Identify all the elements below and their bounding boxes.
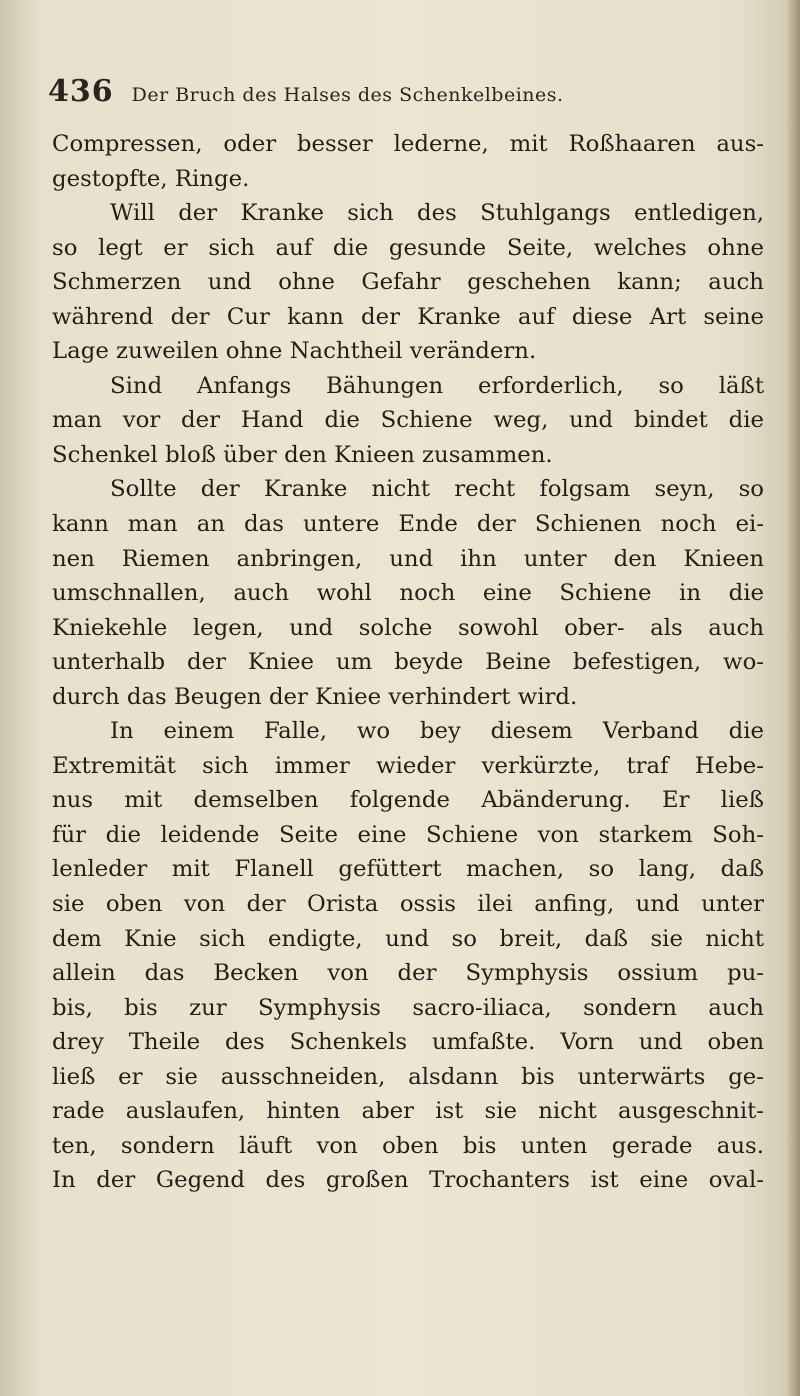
text-line: allein das Becken von der Symphysis ossium pu- — [52, 960, 764, 987]
text-line: während der Cur kann der Kranke auf diese Art seine — [52, 303, 764, 330]
page-number: 436 — [48, 74, 114, 109]
page-spine-shadow — [786, 0, 800, 1396]
text-line: gestopfte, Ringe. — [52, 165, 250, 192]
text-line: Sind Anfangs Bähungen erforderlich, so läßt — [110, 372, 764, 399]
body-text — [52, 127, 764, 1198]
text-line: ließ er sie ausschneiden, alsdann bis unterwärts ge- — [52, 1063, 764, 1090]
text-line: Sollte der Kranke nicht recht folgsam seyn, so — [110, 476, 764, 503]
page-header — [48, 74, 768, 118]
text-line: ten, sondern läuft von oben bis unten gerade aus. — [52, 1132, 764, 1159]
text-line: nen Riemen anbringen, und ihn unter den Knieen — [52, 545, 764, 572]
running-head: Der Bruch des Halses des Schenkelbeines. — [131, 84, 564, 106]
text-line: bis, bis zur Symphysis sacro-iliaca, sondern auch — [52, 994, 764, 1021]
text-line: In der Gegend des großen Trochanters ist eine oval- — [52, 1167, 764, 1194]
text-line: Lage zuweilen ohne Nachtheil verändern. — [52, 338, 537, 365]
text-line: Will der Kranke sich des Stuhlgangs entledigen, — [110, 200, 764, 227]
text-line: nus mit demselben folgende Abänderung. Er ließ — [52, 787, 764, 814]
text-line: lenleder mit Flanell gefüttert machen, so lang, daß — [52, 856, 764, 883]
text-line: Compressen, oder besser lederne, mit Roßhaaren aus- — [52, 131, 764, 157]
text-line: Schenkel bloß über den Knieen zusammen. — [52, 441, 553, 468]
text-line: man vor der Hand die Schiene weg, und bindet die — [52, 407, 764, 434]
text-line: rade auslaufen, hinten aber ist sie nicht ausgeschnit- — [52, 1098, 764, 1125]
text-line: durch das Beugen der Kniee verhindert wird. — [52, 683, 578, 710]
text-line: In einem Falle, wo bey diesem Verband die — [110, 718, 764, 745]
text-line: drey Theile des Schenkels umfaßte. Vorn und oben — [52, 1029, 764, 1056]
text-line: unterhalb der Kniee um beyde Beine befestigen, wo- — [52, 649, 764, 676]
text-line: für die leidende Seite eine Schiene von starkem Soh- — [52, 821, 764, 848]
text-line: umschnallen, auch wohl noch eine Schiene in die — [52, 580, 764, 607]
text-line: kann man an das untere Ende der Schienen noch ei- — [52, 511, 764, 538]
text-line: Schmerzen und ohne Gefahr geschehen kann; auch — [52, 269, 764, 296]
text-line: Kniekehle legen, und solche sowohl ober- als auch — [52, 614, 764, 641]
text-line: Extremität sich immer wieder verkürzte, traf Hebe- — [52, 752, 764, 779]
text-line: so legt er sich auf die gesunde Seite, welches ohne — [52, 234, 764, 261]
text-line: dem Knie sich endigte, und so breit, daß sie nicht — [52, 925, 764, 952]
text-line: sie oben von der Orista ossis ilei anfing, und unter — [52, 891, 764, 918]
